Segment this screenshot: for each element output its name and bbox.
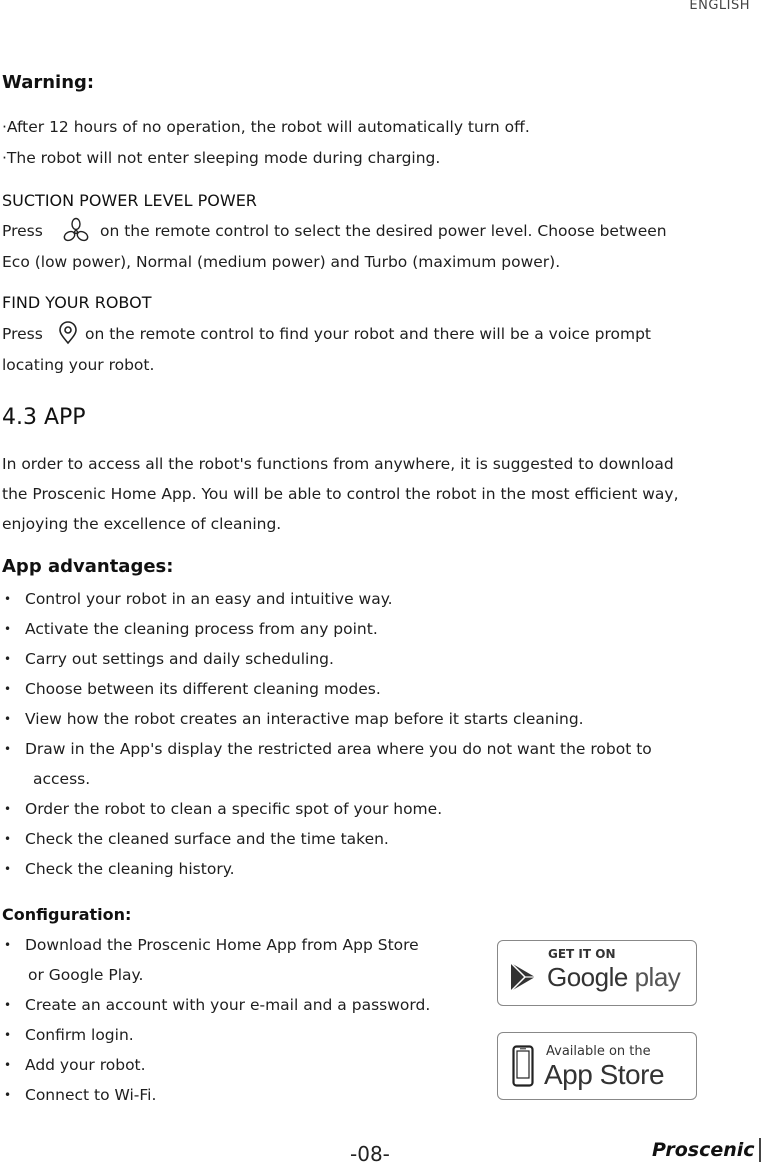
list-item: • Check the cleaning history. — [4, 860, 235, 878]
list-item: • Check the cleaned surface and the time taken. — [4, 830, 389, 848]
warning-title: Warning: — [2, 72, 95, 93]
list-item: • Confirm login. — [4, 1026, 134, 1044]
list-item: • Draw in the App's display the restricted area where you do not want the robot to — [4, 740, 652, 758]
warning-line-1: ·After 12 hours of no operation, the robot will automatically turn off. — [2, 118, 530, 136]
google-play-brand: Google play — [547, 962, 681, 992]
list-item: • Connect to Wi-Fi. — [4, 1086, 157, 1104]
list-item: • Carry out settings and daily scheduling. — [4, 650, 334, 668]
suction-line-1: on the remote control to select the desired power level. Choose between — [100, 222, 667, 240]
google-play-small-text: GET IT ON — [548, 947, 616, 961]
app-intro-line-3: enjoying the excellence of cleaning. — [2, 515, 282, 533]
page-number: -08- — [350, 1142, 390, 1166]
warning-line-2: ·The robot will not enter sleeping mode during charging. — [2, 149, 441, 167]
find-line-1: on the remote control to find your robot and there will be a voice prompt — [85, 325, 651, 343]
find-line-2: locating your robot. — [2, 356, 155, 374]
phone-icon — [512, 1045, 534, 1091]
google-play-badge[interactable] — [497, 940, 697, 1006]
advantages-list — [2, 584, 742, 884]
list-item: • Create an account with your e-mail and a password. — [4, 996, 431, 1014]
list-item-continuation: or Google Play. — [28, 966, 144, 984]
app-store-small-text: Available on the — [546, 1044, 651, 1059]
advantages-title: App advantages: — [2, 556, 174, 577]
header-language: ENGLISH — [689, 0, 750, 13]
configuration-title: Configuration: — [2, 905, 132, 924]
app-intro-line-1: In order to access all the robot's functions from anywhere, it is suggested to download — [2, 455, 674, 473]
list-item: • View how the robot creates an interactive map before it starts cleaning. — [4, 710, 584, 728]
suction-line-2: Eco (low power), Normal (medium power) and Turbo (maximum power). — [2, 253, 561, 271]
suction-title: SUCTION POWER LEVEL POWER — [2, 191, 257, 210]
list-item-continuation: access. — [33, 770, 91, 788]
suction-press: Press — [2, 222, 43, 240]
list-item: • Control your robot in an easy and intuitive way. — [4, 590, 393, 608]
app-store-brand: App Store — [544, 1059, 665, 1090]
list-item: • Order the robot to clean a specific spot of your home. — [4, 800, 443, 818]
find-title: FIND YOUR ROBOT — [2, 293, 152, 312]
app-intro-line-2: the Proscenic Home App. You will be able to control the robot in the most efficient way, — [2, 485, 679, 503]
brand-logo: Proscenic — [652, 1139, 755, 1161]
app-store-badge[interactable] — [497, 1032, 697, 1100]
list-item: • Download the Proscenic Home App from App Store — [4, 936, 419, 954]
list-item: • Activate the cleaning process from any point. — [4, 620, 378, 638]
list-item: • Add your robot. — [4, 1056, 146, 1074]
divider — [759, 1138, 761, 1162]
app-section-title: 4.3 APP — [2, 405, 86, 430]
list-item: • Choose between its different cleaning modes. — [4, 680, 381, 698]
play-triangle-icon — [508, 961, 538, 997]
configuration-list — [2, 930, 482, 1110]
location-pin-icon — [58, 321, 78, 349]
fan-icon — [62, 217, 90, 249]
find-press: Press — [2, 325, 43, 343]
